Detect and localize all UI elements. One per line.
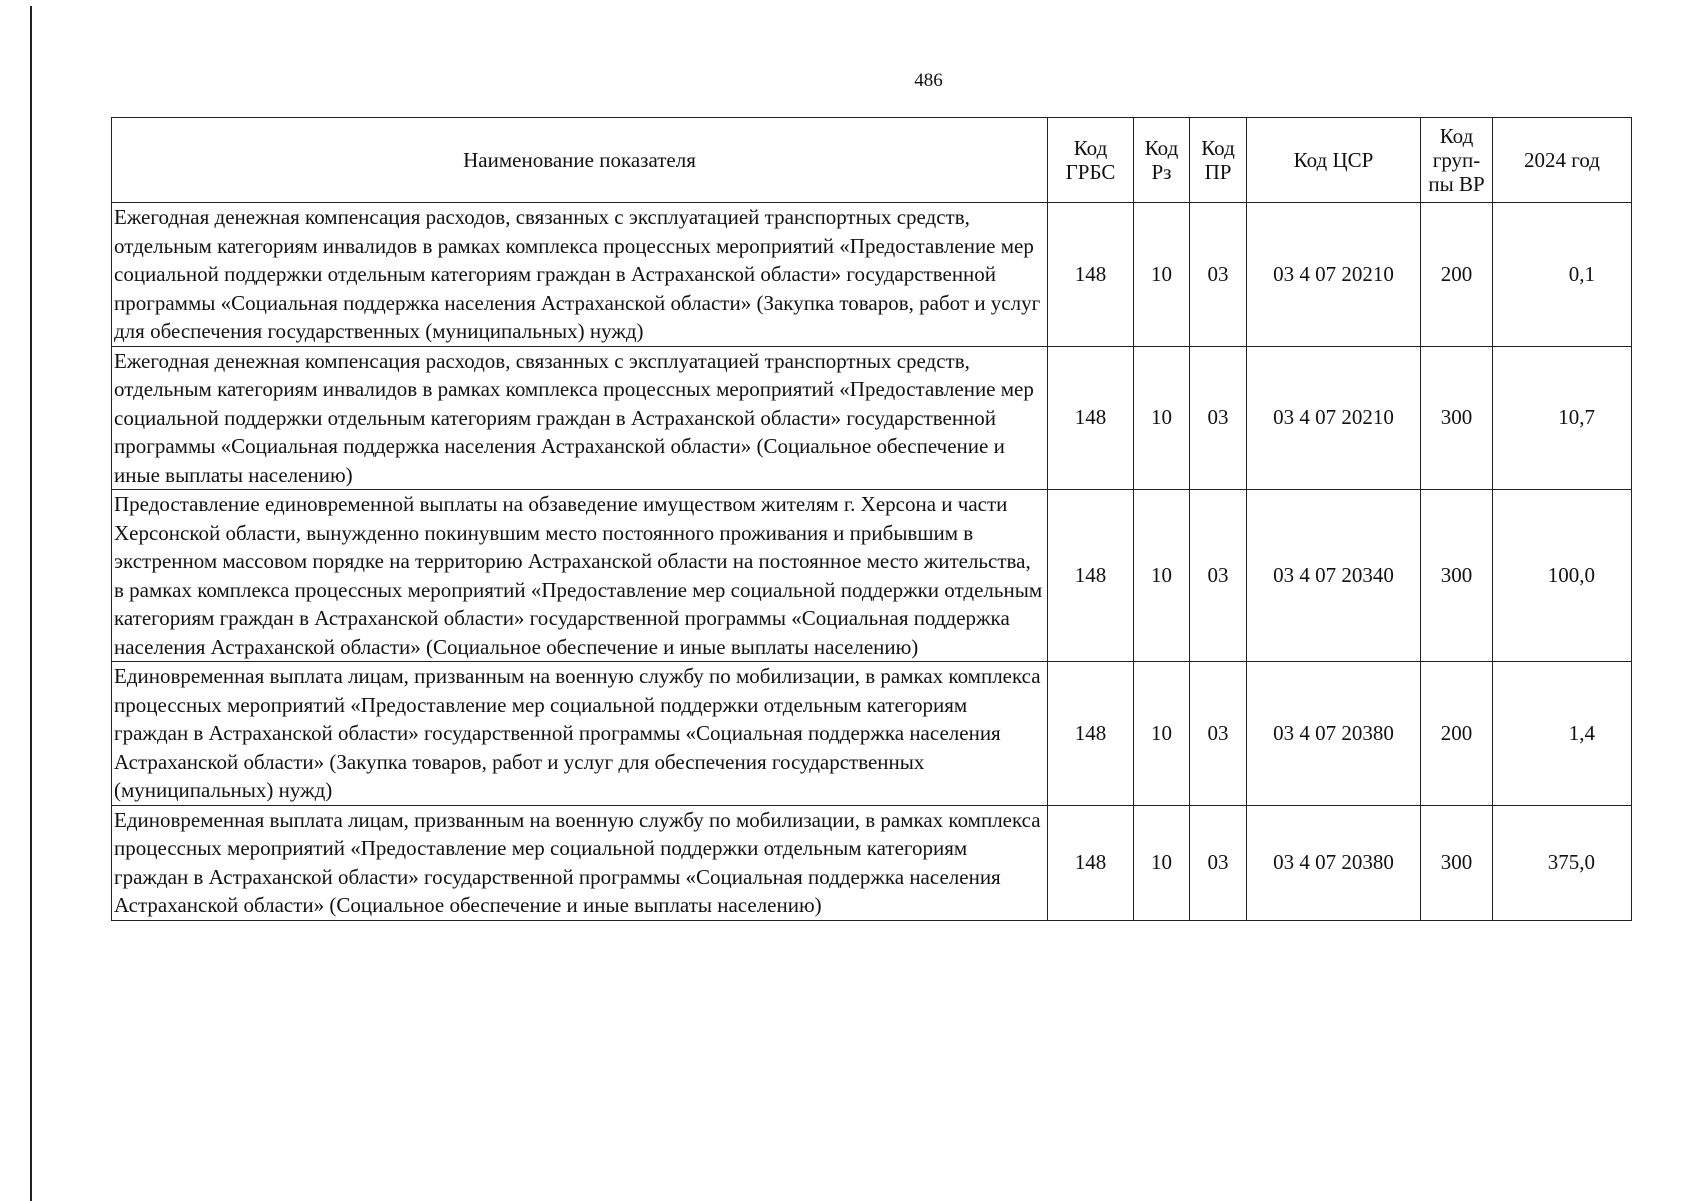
row-pr: 03 <box>1190 662 1247 806</box>
row-grbs: 148 <box>1048 662 1134 806</box>
table-row <box>112 203 1632 347</box>
table-row <box>112 805 1632 920</box>
row-rz: 10 <box>1134 346 1190 490</box>
row-rz: 10 <box>1134 490 1190 662</box>
header-year: 2024 год <box>1493 118 1632 203</box>
row-vr: 200 <box>1421 203 1493 347</box>
budget-table <box>111 117 1632 921</box>
row-value: 1,4 <box>1493 662 1632 806</box>
row-vr: 300 <box>1421 490 1493 662</box>
row-grbs: 148 <box>1048 805 1134 920</box>
row-vr: 200 <box>1421 662 1493 806</box>
row-value: 10,7 <box>1493 346 1632 490</box>
table-header-row <box>112 118 1632 203</box>
row-csr: 03 4 07 20340 <box>1247 490 1421 662</box>
row-name: Ежегодная денежная компенсация расходов, связанных с эксплуатацией транспортных средств, отдельным категориям инвалидов в рамках комплекса процессных мероприятий «Предоставление мер социальной поддержки отдельным категориям граждан в Астраханской области» государственной программы «Социальная поддержка населения Астраханской области» (Закупка товаров, работ и услуг для обеспечения государственных (муниципальных) нужд) <box>112 203 1048 347</box>
row-grbs: 148 <box>1048 346 1134 490</box>
row-rz: 10 <box>1134 805 1190 920</box>
header-vr: Код груп-пы ВР <box>1421 118 1493 203</box>
row-csr: 03 4 07 20380 <box>1247 805 1421 920</box>
row-vr: 300 <box>1421 346 1493 490</box>
header-grbs: Код ГРБС <box>1048 118 1134 203</box>
row-csr: 03 4 07 20210 <box>1247 203 1421 347</box>
row-grbs: 148 <box>1048 203 1134 347</box>
row-csr: 03 4 07 20210 <box>1247 346 1421 490</box>
row-pr: 03 <box>1190 346 1247 490</box>
page-number: 486 <box>914 70 943 91</box>
header-pr: Код ПР <box>1190 118 1247 203</box>
header-name: Наименование показателя <box>112 118 1048 203</box>
row-pr: 03 <box>1190 805 1247 920</box>
row-grbs: 148 <box>1048 490 1134 662</box>
row-value: 100,0 <box>1493 490 1632 662</box>
row-pr: 03 <box>1190 203 1247 347</box>
row-csr: 03 4 07 20380 <box>1247 662 1421 806</box>
row-name: Единовременная выплата лицам, призванным на военную службу по мобилизации, в рамках комплекса процессных мероприятий «Предоставление мер социальной поддержки отдельным категориям граждан в Астраханской области» государственной программы «Социальная поддержка населения Астраханской области» (Закупка товаров, работ и услуг для обеспечения государственных (муниципальных) нужд) <box>112 662 1048 806</box>
row-name: Ежегодная денежная компенсация расходов, связанных с эксплуатацией транспортных средств, отдельным категориям инвалидов в рамках комплекса процессных мероприятий «Предоставление мер социальной поддержки отдельным категориям граждан в Астраханской области» государственной программы «Социальная поддержка населения Астраханской области» (Социальное обеспечение и иные выплаты населению) <box>112 346 1048 490</box>
header-csr: Код ЦСР <box>1247 118 1421 203</box>
row-vr: 300 <box>1421 805 1493 920</box>
table-row <box>112 490 1632 662</box>
row-rz: 10 <box>1134 662 1190 806</box>
row-pr: 03 <box>1190 490 1247 662</box>
row-name: Предоставление единовременной выплаты на обзаведение имуществом жителям г. Херсона и части Херсонской области, вынужденно покинувшим место постоянного проживания и прибывшим в экстренном массовом порядке на территорию Астраханской области на постоянное место жительства, в рамках комплекса процессных мероприятий «Предоставление мер социальной поддержки отдельным категориям граждан в Астраханской области» государственной программы «Социальная поддержка населения Астраханской области» (Социальное обеспечение и иные выплаты населению) <box>112 490 1048 662</box>
row-value: 375,0 <box>1493 805 1632 920</box>
row-rz: 10 <box>1134 203 1190 347</box>
row-name: Единовременная выплата лицам, призванным на военную службу по мобилизации, в рамках комплекса процессных мероприятий «Предоставление мер социальной поддержки отдельным категориям граждан в Астраханской области» государственной программы «Социальная поддержка населения Астраханской области» (Социальное обеспечение и иные выплаты населению) <box>112 805 1048 920</box>
row-value: 0,1 <box>1493 203 1632 347</box>
table-row <box>112 662 1632 806</box>
table-row <box>112 346 1632 490</box>
header-rz: Код Рз <box>1134 118 1190 203</box>
page-left-border-line <box>30 6 32 1201</box>
